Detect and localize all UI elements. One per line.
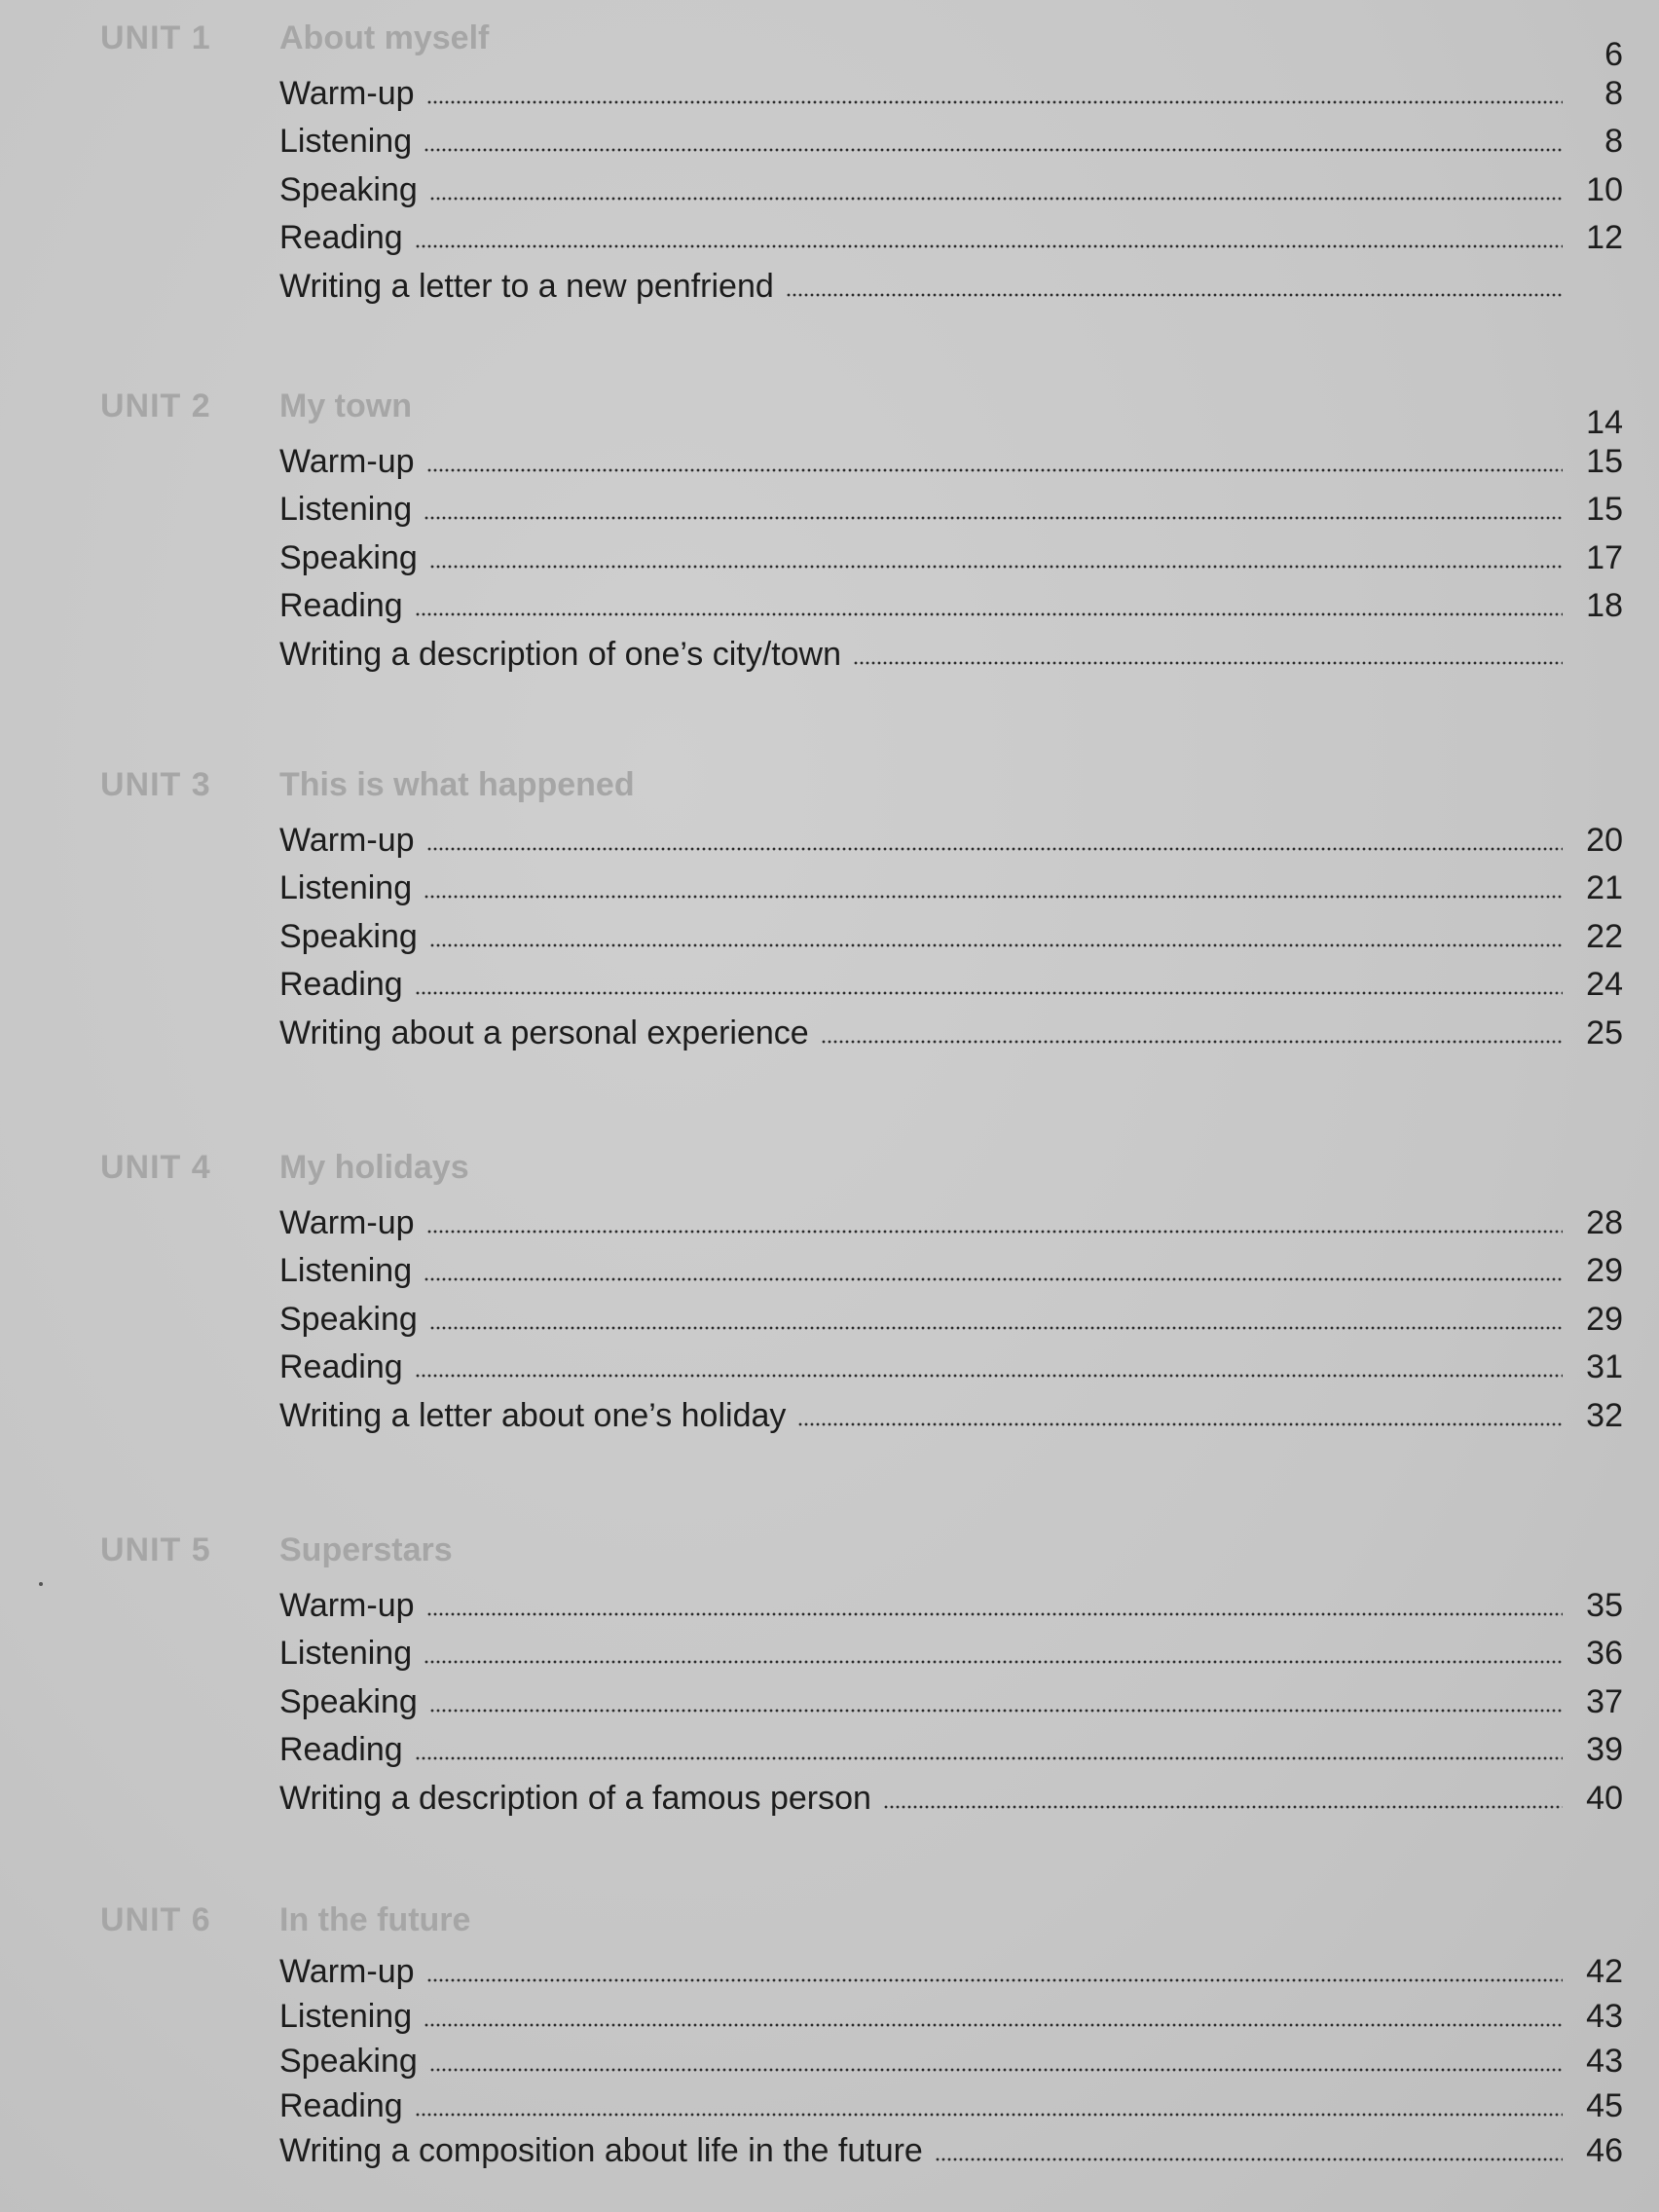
toc-entry[interactable] — [279, 529, 1623, 577]
paper-speck — [39, 1582, 43, 1586]
unit-label: UNIT 4 — [100, 1149, 211, 1186]
toc-entry[interactable] — [279, 1386, 1623, 1435]
page-number: 36 — [1586, 1635, 1623, 1672]
page-number: 39 — [1586, 1731, 1623, 1768]
page-number: 21 — [1586, 869, 1623, 906]
dot-leader — [786, 293, 1563, 297]
page-number: 28 — [1586, 1203, 1623, 1241]
toc-entry[interactable] — [279, 1721, 1623, 1770]
dot-leader — [429, 2068, 1563, 2072]
page-number: 10 — [1586, 170, 1623, 208]
entry-label: Warm-up — [279, 821, 415, 859]
unit-3-section — [0, 766, 1659, 1052]
dot-leader — [429, 1326, 1563, 1330]
toc-entry[interactable] — [279, 209, 1623, 258]
toc-entry[interactable] — [279, 1576, 1623, 1625]
entry-label: Speaking — [279, 1300, 418, 1338]
toc-entry[interactable] — [279, 811, 1623, 860]
entry-label: Speaking — [279, 917, 418, 955]
unit-label: UNIT 1 — [100, 19, 211, 56]
entry-label: Writing a description of a famous person — [279, 1779, 871, 1817]
entry-label: Writing a letter to a new penfriend — [279, 267, 774, 305]
page-number: 32 — [1586, 1396, 1623, 1434]
page-number: 35 — [1586, 1586, 1623, 1624]
page-number: 14 — [1586, 404, 1623, 441]
unit-title: About myself — [279, 19, 490, 56]
dot-leader — [415, 2113, 1563, 2117]
toc-entry[interactable] — [279, 1991, 1623, 2036]
toc-entry[interactable] — [279, 1004, 1623, 1052]
page-number: 8 — [1604, 74, 1623, 112]
entry-label: Warm-up — [279, 1203, 415, 1241]
unit-header — [0, 1901, 1659, 1946]
dot-leader — [415, 1756, 1563, 1760]
page-number: 43 — [1586, 1998, 1623, 2035]
dot-leader — [415, 1374, 1563, 1378]
toc-entry[interactable] — [279, 1290, 1623, 1339]
unit-title: In the future — [279, 1901, 471, 1938]
dot-leader — [821, 1040, 1563, 1044]
toc-entry[interactable] — [279, 432, 1623, 481]
toc-entry[interactable] — [279, 257, 1623, 306]
dot-leader — [426, 1978, 1563, 1982]
unit-header — [0, 387, 1659, 441]
page-number: 43 — [1586, 2043, 1623, 2080]
dot-leader — [853, 661, 1563, 665]
entry-label: Reading — [279, 587, 403, 624]
unit-header — [0, 19, 1659, 73]
entry-label: Writing about a personal experience — [279, 1014, 809, 1051]
dot-leader — [429, 1709, 1563, 1713]
page-number: 37 — [1586, 1682, 1623, 1720]
dot-leader — [935, 2157, 1563, 2161]
toc-entry[interactable] — [279, 1946, 1623, 1991]
dot-leader — [883, 1805, 1563, 1809]
page-number: 6 — [1604, 36, 1623, 73]
dot-leader — [424, 895, 1563, 899]
page-number: 45 — [1586, 2087, 1623, 2124]
entry-label: Warm-up — [279, 74, 415, 112]
unit-title: Superstars — [279, 1531, 453, 1568]
unit-title: This is what happened — [279, 766, 635, 803]
dot-leader — [426, 100, 1563, 104]
dot-leader — [426, 468, 1563, 472]
entry-label: Reading — [279, 2087, 403, 2124]
unit-label: UNIT 5 — [100, 1531, 211, 1568]
page-number: 29 — [1586, 1300, 1623, 1338]
unit-label: UNIT 6 — [100, 1901, 211, 1938]
toc-entry[interactable] — [279, 1242, 1623, 1291]
dot-leader — [429, 197, 1563, 201]
toc-entry[interactable] — [279, 1673, 1623, 1721]
page-number: 29 — [1586, 1252, 1623, 1289]
dot-leader — [797, 1422, 1563, 1426]
toc-entry[interactable] — [279, 1194, 1623, 1242]
page-number: 24 — [1586, 966, 1623, 1003]
entry-label: Warm-up — [279, 1586, 415, 1624]
dot-leader — [424, 516, 1563, 520]
entry-label: Writing a letter about one’s holiday — [279, 1396, 787, 1434]
toc-entry[interactable] — [279, 1769, 1623, 1818]
dot-leader — [429, 943, 1563, 947]
toc-entry[interactable] — [279, 956, 1623, 1005]
entry-label: Reading — [279, 219, 403, 256]
dot-leader — [424, 148, 1563, 152]
toc-entry[interactable] — [279, 2036, 1623, 2081]
entry-label: Writing a description of one’s city/town — [279, 635, 842, 673]
entry-label: Reading — [279, 1348, 403, 1385]
toc-entry[interactable] — [279, 1339, 1623, 1387]
unit-4-section — [0, 1149, 1659, 1435]
entry-label: Writing a composition about life in the future — [279, 2132, 923, 2169]
entry-label: Listening — [279, 1998, 413, 2035]
entry-label: Listening — [279, 1252, 413, 1289]
entry-label: Speaking — [279, 2043, 418, 2080]
unit-label: UNIT 2 — [100, 387, 211, 424]
toc-entry[interactable] — [279, 481, 1623, 530]
entry-label: Warm-up — [279, 442, 415, 480]
unit-header — [0, 766, 1659, 811]
dot-leader — [426, 847, 1563, 851]
page-number: 8 — [1604, 123, 1623, 160]
page-number: 22 — [1586, 917, 1623, 955]
entry-label: Listening — [279, 123, 413, 160]
unit-2-section — [0, 387, 1659, 674]
page-number: 20 — [1586, 821, 1623, 859]
entry-label: Warm-up — [279, 1953, 415, 1990]
entry-label: Listening — [279, 491, 413, 528]
page-number: 18 — [1586, 587, 1623, 624]
unit-header — [0, 1531, 1659, 1576]
toc-entry[interactable] — [279, 1625, 1623, 1674]
dot-leader — [415, 612, 1563, 616]
unit-header — [0, 1149, 1659, 1194]
toc-entry[interactable] — [279, 625, 1623, 674]
dot-leader — [424, 2023, 1563, 2027]
toc-entry[interactable] — [279, 907, 1623, 956]
unit-title: My town — [279, 387, 412, 424]
dot-leader — [415, 991, 1563, 995]
page-number: 17 — [1586, 538, 1623, 576]
page-number: 15 — [1586, 442, 1623, 480]
toc-entry[interactable] — [279, 2125, 1623, 2170]
entry-label: Speaking — [279, 170, 418, 208]
page-number: 40 — [1586, 1779, 1623, 1817]
toc-entry[interactable] — [279, 577, 1623, 626]
unit-1-section — [0, 19, 1659, 306]
dot-leader — [424, 1277, 1563, 1281]
page-number: 15 — [1586, 491, 1623, 528]
dot-leader — [415, 244, 1563, 248]
toc-entry[interactable] — [279, 860, 1623, 908]
entry-label: Reading — [279, 1731, 403, 1768]
toc-entry[interactable] — [279, 64, 1623, 113]
page-number: 25 — [1586, 1014, 1623, 1051]
unit-6-section — [0, 1901, 1659, 2170]
page-number: 46 — [1586, 2132, 1623, 2169]
entry-label: Speaking — [279, 1682, 418, 1720]
page-number: 42 — [1586, 1953, 1623, 1990]
entry-label: Speaking — [279, 538, 418, 576]
dot-leader — [426, 1230, 1563, 1234]
entry-label: Listening — [279, 869, 413, 906]
entry-label: Listening — [279, 1635, 413, 1672]
page-number: 12 — [1586, 219, 1623, 256]
toc-entry[interactable] — [279, 161, 1623, 209]
dot-leader — [424, 1660, 1563, 1664]
unit-title: My holidays — [279, 1149, 469, 1186]
toc-entry[interactable] — [279, 2081, 1623, 2125]
page-number: 31 — [1586, 1348, 1623, 1385]
dot-leader — [426, 1612, 1563, 1616]
unit-label: UNIT 3 — [100, 766, 211, 803]
dot-leader — [429, 565, 1563, 569]
toc-entry[interactable] — [279, 113, 1623, 162]
entry-label: Reading — [279, 966, 403, 1003]
unit-5-section — [0, 1531, 1659, 1818]
